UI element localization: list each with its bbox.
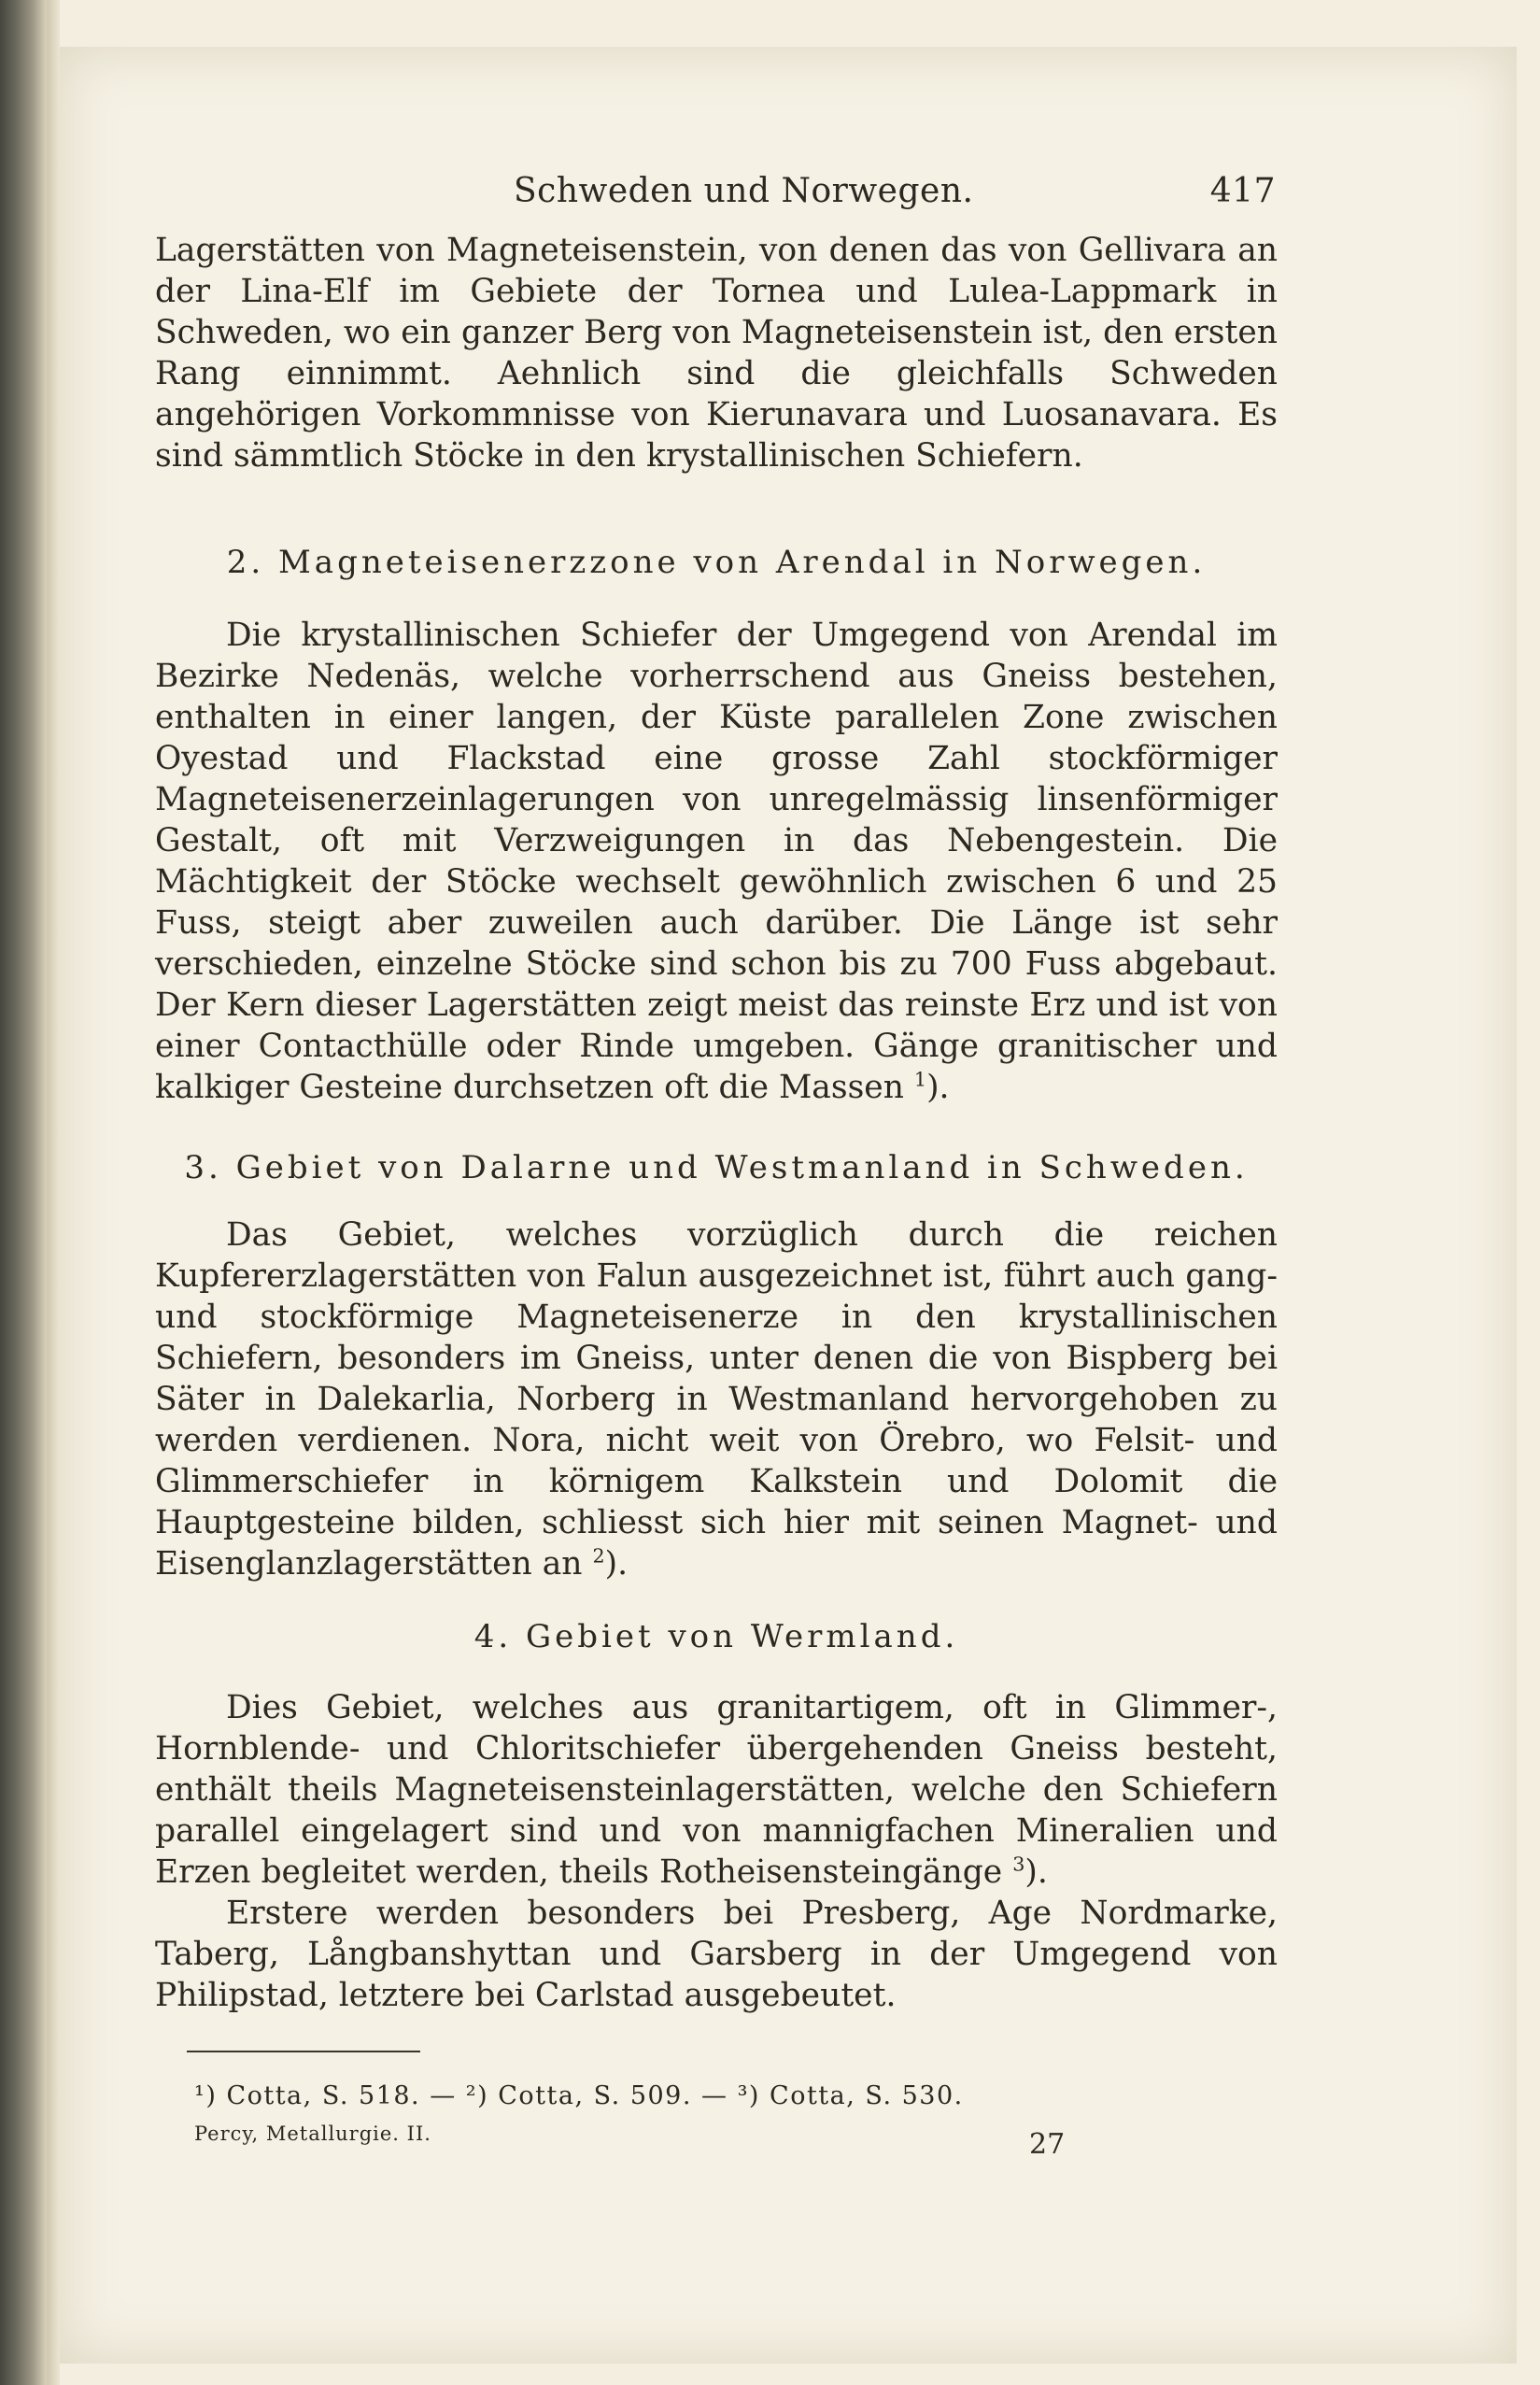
paragraph-wermland-1-text: Dies Gebiet, welches aus granitartigem, oft in Glimmer-, Hornblende- und Chloritschiefer übergehenden Gneiss besteht, enthält theils Magneteisensteinlagerstätten, welche den Schiefern parallel eingelagert sind und von mannigfachen Mineralien und Erzen begleitet werden, theils Rotheisensteingänge: [155, 1689, 1278, 1891]
page-edge: [47, 0, 60, 2385]
page-number: 417: [1209, 172, 1276, 210]
paragraph-wermland-2: Erstere werden besonders bei Presberg, Age Nordmarke, Taberg, Långbanshyttan und Garsberg in der Umgegend von Philipstad, letztere bei Carlstad ausgebeutet.: [155, 1895, 1278, 2014]
footnotes: ¹) Cotta, S. 518. — ²) Cotta, S. 509. — ³) Cotta, S. 530.: [194, 2081, 964, 2110]
section-wermland: [155, 1616, 1278, 1657]
section-arendal: [155, 542, 1278, 583]
footnote-ref-2: 2: [592, 1544, 605, 1568]
paragraph-arendal: [155, 615, 1278, 1108]
signature-number: 27: [1029, 2128, 1066, 2161]
section-dalarne-body: [155, 1214, 1278, 1584]
section-heading-wermland: 4. Gebiet von Wermland.: [473, 1618, 959, 1655]
running-header: [155, 172, 1276, 219]
section-heading-dalarne: 3. Gebiet von Dalarne und Westmanland in Schweden.: [184, 1149, 1249, 1186]
running-title: Schweden und Norwegen.: [514, 172, 974, 210]
footnote-ref-2-close: ).: [604, 1545, 629, 1583]
footnote-ref-3-close: ).: [1024, 1853, 1048, 1891]
paragraph-wermland-1: [155, 1687, 1278, 1893]
footnote-ref-1-close: ).: [926, 1069, 950, 1106]
paragraph-arendal-text: Die krystallinischen Schiefer der Umgegend von Arendal im Bezirke Nedenäs, welche vorherrschend aus Gneiss bestehen, enthalten in einer langen, der Küste parallelen Zone zwischen Oyestad und Flackstad eine grosse Zahl stockförmiger Magneteisenerzeinlagerungen von unregelmässig linsenförmiger Gestalt, oft mit Verzweigungen in das Nebengestein. Die Mächtigkeit der Stöcke wechselt gewöhnlich zwischen 6 und 25 Fuss, steigt aber zuweilen auch darüber. Die Länge ist sehr verschieden, einzelne Stöcke sind schon bis zu 700 Fuss abgebaut. Der Kern dieser Lagerstätten zeigt meist das reinste Erz und ist von einer Contacthülle oder Rinde umgeben. Gänge granitischer und kalkiger Gesteine durchsetzen oft die Massen: [155, 617, 1278, 1106]
footnote-ref-1: 1: [913, 1068, 927, 1091]
section-dalarne: [155, 1147, 1278, 1188]
section-heading-arendal: 2. Magneteisenerzzone von Arendal in Norwegen.: [226, 544, 1207, 581]
paragraph-intro: Lagerstätten von Magneteisenstein, von denen das von Gellivara an der Lina-Elf im Gebiete der Tornea und Lulea-Lappmark in Schweden, wo ein ganzer Berg von Magneteisenstein ist, den ersten Rang einnimmt. Aehnlich sind die gleichfalls Schweden angehörigen Vorkommnisse von Kierunavara und Luosanavara. Es sind sämmtlich Stöcke in den krystallinischen Schiefern.: [155, 232, 1278, 475]
section-arendal-body: [155, 615, 1278, 1108]
paragraph-dalarne-text: Das Gebiet, welches vorzüglich durch die reichen Kupfererzlagerstätten von Falun ausgezeichnet ist, führt auch gang- und stockförmige Magneteisenerze in den krystallinischen Schiefern, besonders im Gneiss, unter denen die von Bispberg bei Säter in Dalekarlia, Norberg in Westmanland hervorgehoben zu werden verdienen. Nora, nicht weit von Örebro, wo Felsit- und Glimmerschiefer in körnigem Kalkstein und Dolomit die Hauptgesteine bilden, schliesst sich hier mit seinen Magnet- und Eisenglanzlagerstätten an: [155, 1216, 1278, 1583]
paragraph-dalarne: [155, 1214, 1278, 1584]
footnote-ref-3: 3: [1012, 1853, 1025, 1876]
section-intro: [155, 230, 1278, 476]
signature-line: Percy, Metallurgie. II.: [194, 2122, 431, 2145]
section-wermland-body: [155, 1687, 1278, 2016]
footnote-rule: [187, 2051, 420, 2052]
book-spine: [0, 0, 47, 2385]
